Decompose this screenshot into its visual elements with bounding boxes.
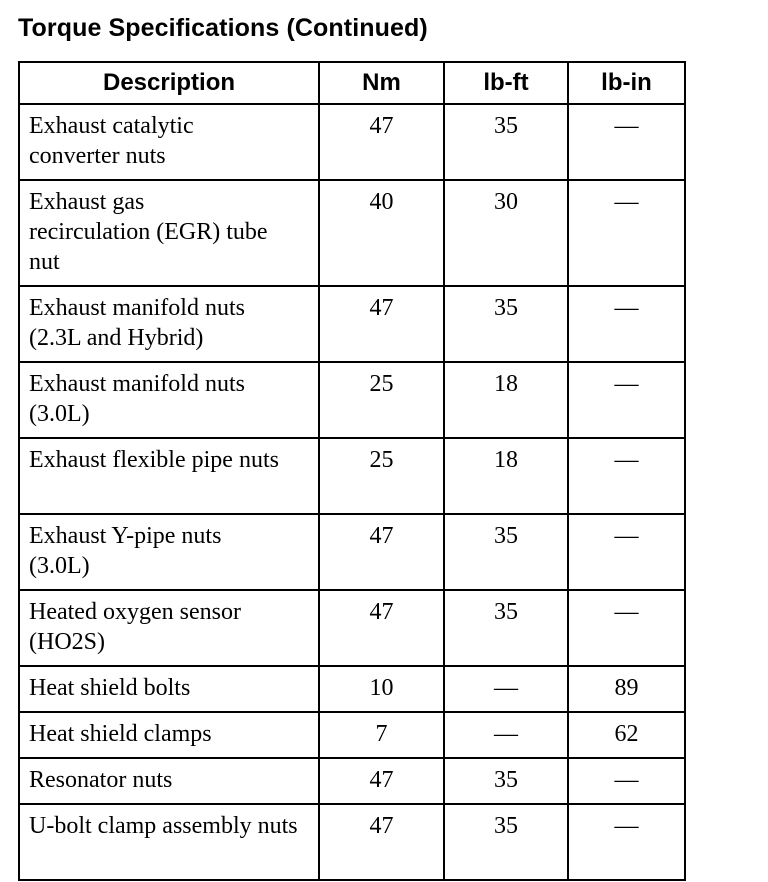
cell-description: Resonator nuts xyxy=(19,758,319,804)
cell-nm: 25 xyxy=(319,362,444,438)
table-row xyxy=(19,362,685,438)
cell-nm: 40 xyxy=(319,180,444,286)
cell-lb-in: — xyxy=(568,362,685,438)
table-row xyxy=(19,666,685,712)
description-text: Exhaust Y-pipe nuts (3.0L) xyxy=(29,523,222,579)
table-row xyxy=(19,590,685,666)
cell-lb-in: — xyxy=(568,438,685,514)
table-header xyxy=(19,62,685,104)
cell-nm: 47 xyxy=(319,804,444,880)
cell-description xyxy=(19,804,319,880)
cell-lb-in: 89 xyxy=(568,666,685,712)
cell-nm: 25 xyxy=(319,438,444,514)
table-row xyxy=(19,286,685,362)
cell-lb-in: — xyxy=(568,180,685,286)
cell-description xyxy=(19,438,319,514)
cell-nm: 7 xyxy=(319,712,444,758)
description-text: Exhaust gas recirculation (EGR) tube nut xyxy=(29,189,268,275)
table-row xyxy=(19,180,685,286)
cell-lb-ft: 18 xyxy=(444,362,568,438)
table-row xyxy=(19,514,685,590)
cell-lb-in: — xyxy=(568,286,685,362)
cell-nm: 47 xyxy=(319,104,444,180)
cell-description xyxy=(19,514,319,590)
cell-lb-ft: 35 xyxy=(444,514,568,590)
cell-lb-in: — xyxy=(568,590,685,666)
description-text: Exhaust manifold nuts (2.3L and Hybrid) xyxy=(29,295,245,351)
description-text: U-bolt clamp assembly nuts xyxy=(29,813,298,839)
cell-description xyxy=(19,180,319,286)
cell-description: Heat shield bolts xyxy=(19,666,319,712)
description-text: Heated oxygen sensor (HO2S) xyxy=(29,599,241,655)
header-row xyxy=(19,62,685,104)
cell-lb-ft: 30 xyxy=(444,180,568,286)
cell-lb-ft: — xyxy=(444,712,568,758)
cell-lb-ft: 18 xyxy=(444,438,568,514)
cell-nm: 47 xyxy=(319,514,444,590)
description-text: Exhaust flexible pipe nuts xyxy=(29,447,279,473)
cell-lb-in: — xyxy=(568,804,685,880)
header-nm: Nm xyxy=(319,62,444,104)
cell-lb-ft: 35 xyxy=(444,590,568,666)
cell-description xyxy=(19,590,319,666)
cell-nm: 47 xyxy=(319,286,444,362)
cell-nm: 47 xyxy=(319,758,444,804)
header-lb-in: lb-in xyxy=(568,62,685,104)
table-row xyxy=(19,758,685,804)
cell-nm: 47 xyxy=(319,590,444,666)
header-lb-ft: lb-ft xyxy=(444,62,568,104)
table-body xyxy=(19,104,685,880)
cell-lb-in: — xyxy=(568,758,685,804)
table-row xyxy=(19,438,685,514)
cell-nm: 10 xyxy=(319,666,444,712)
cell-lb-ft: 35 xyxy=(444,804,568,880)
description-text: Exhaust manifold nuts (3.0L) xyxy=(29,371,245,427)
torque-specifications-table xyxy=(18,61,686,881)
cell-description: Heat shield clamps xyxy=(19,712,319,758)
cell-lb-ft: — xyxy=(444,666,568,712)
table-row xyxy=(19,104,685,180)
cell-lb-ft: 35 xyxy=(444,758,568,804)
cell-lb-in: — xyxy=(568,104,685,180)
page-title: Torque Specifications (Continued) xyxy=(18,14,428,42)
cell-lb-in: — xyxy=(568,514,685,590)
header-description: Description xyxy=(19,62,319,104)
cell-lb-in: 62 xyxy=(568,712,685,758)
cell-lb-ft: 35 xyxy=(444,104,568,180)
cell-description xyxy=(19,362,319,438)
table-row xyxy=(19,712,685,758)
description-text: Exhaust catalytic converter nuts xyxy=(29,113,194,169)
table-row xyxy=(19,804,685,880)
cell-lb-ft: 35 xyxy=(444,286,568,362)
cell-description xyxy=(19,286,319,362)
cell-description xyxy=(19,104,319,180)
